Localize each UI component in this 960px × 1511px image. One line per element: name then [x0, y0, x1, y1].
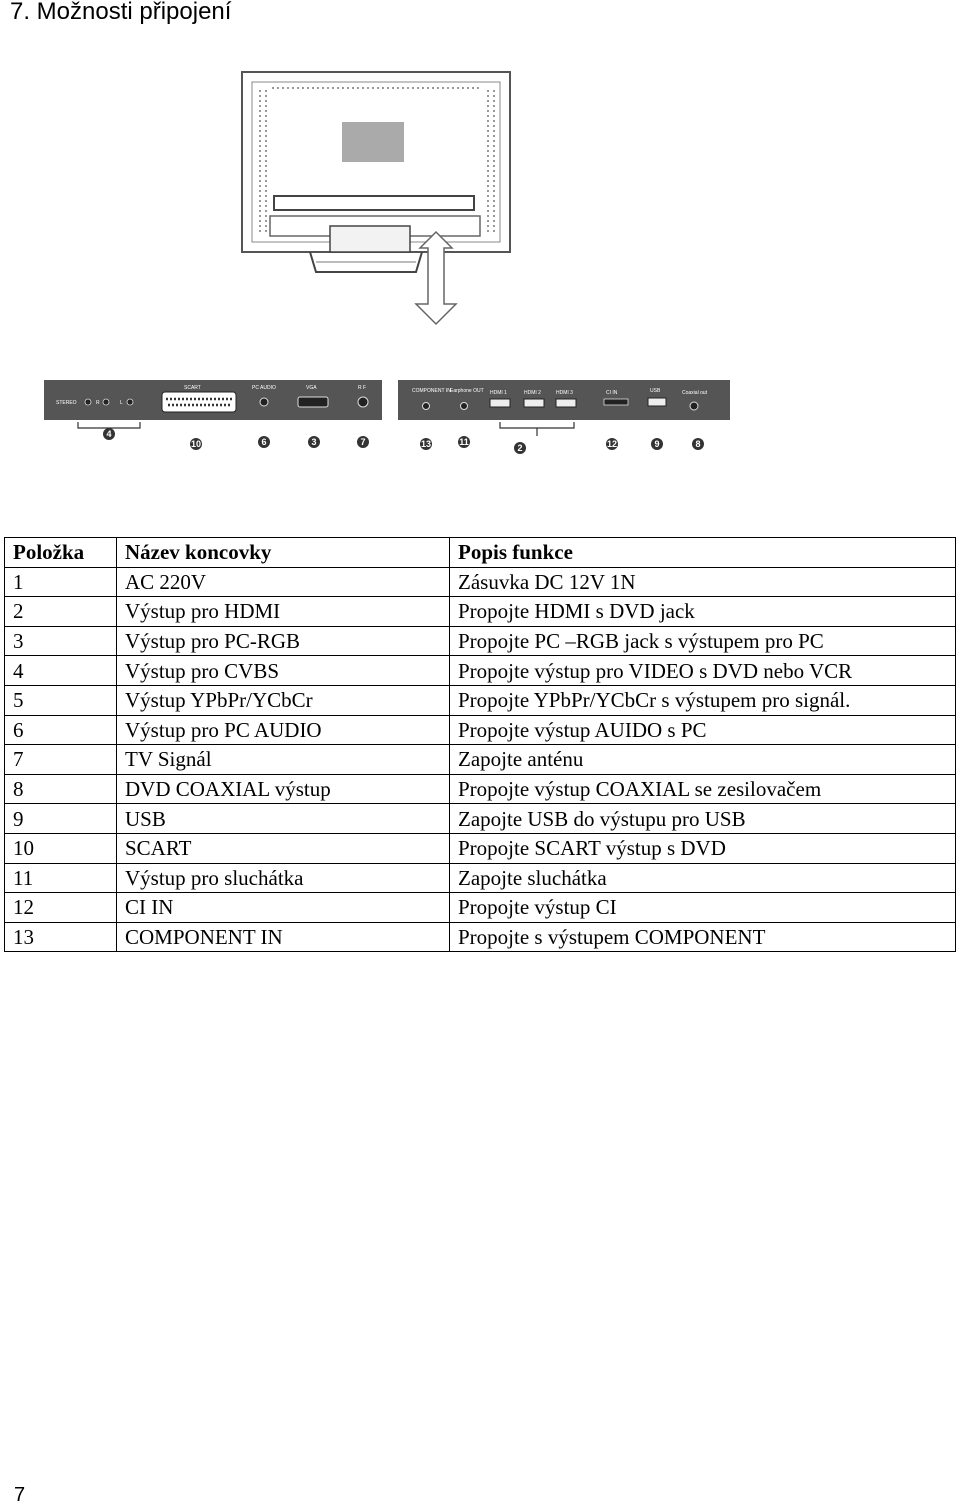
- item-cell: 3: [5, 626, 117, 656]
- table-row: [5, 597, 956, 627]
- callout-12: 12: [606, 439, 618, 449]
- table-row: [5, 863, 956, 893]
- name-cell: AC 220V: [117, 567, 450, 597]
- function-cell: Propojte s výstupem COMPONENT: [450, 922, 956, 952]
- section-heading: 7. Možnosti připojení: [10, 0, 232, 25]
- function-cell: Zapojte USB do výstupu pro USB: [450, 804, 956, 834]
- table-row: [5, 893, 956, 923]
- usb-label: USB: [650, 388, 661, 394]
- connectors-table: [4, 537, 956, 952]
- function-cell: Propojte výstup pro VIDEO s DVD nebo VCR: [450, 656, 956, 686]
- table-row: [5, 626, 956, 656]
- callout-9: 9: [654, 439, 660, 449]
- name-cell: Výstup pro HDMI: [117, 597, 450, 627]
- name-cell: CI IN: [117, 893, 450, 923]
- function-cell: Zapojte anténu: [450, 745, 956, 775]
- table-row: [5, 774, 956, 804]
- item-cell: 13: [5, 922, 117, 952]
- name-cell: COMPONENT IN: [117, 922, 450, 952]
- item-cell: 7: [5, 745, 117, 775]
- rf-label: R F: [358, 385, 367, 391]
- item-cell: 9: [5, 804, 117, 834]
- name-cell: DVD COAXIAL výstup: [117, 774, 450, 804]
- table-row: [5, 656, 956, 686]
- tv-rear-illustration: [230, 66, 530, 328]
- scart-label: SCART: [184, 385, 201, 391]
- table-row: [5, 685, 956, 715]
- item-cell: 5: [5, 685, 117, 715]
- item-cell: 6: [5, 715, 117, 745]
- table-row: [5, 715, 956, 745]
- coaxial-label: Coaxial out: [682, 390, 708, 396]
- name-cell: USB: [117, 804, 450, 834]
- callout-13: 13: [420, 439, 432, 449]
- hdmi3-label: HDMI 3: [556, 390, 573, 396]
- header-item: Položka: [5, 538, 117, 568]
- callout-2: 2: [517, 443, 523, 453]
- table-header-row: [5, 538, 956, 568]
- table-row: [5, 833, 956, 863]
- name-cell: Výstup pro PC AUDIO: [117, 715, 450, 745]
- function-cell: Propojte PC –RGB jack s výstupem pro PC: [450, 626, 956, 656]
- hdmi2-label: HDMI 2: [524, 390, 541, 396]
- function-cell: Zapojte sluchátka: [450, 863, 956, 893]
- item-cell: 11: [5, 863, 117, 893]
- hdmi1-label: HDMI 1: [490, 390, 507, 396]
- function-cell: Propojte SCART výstup s DVD: [450, 833, 956, 863]
- connector-panel-illustration: [38, 372, 738, 458]
- r-label: R: [96, 400, 100, 406]
- table-row: [5, 745, 956, 775]
- l-label: L: [120, 400, 123, 406]
- function-cell: Zásuvka DC 12V 1N: [450, 567, 956, 597]
- callout-7: 7: [360, 437, 366, 447]
- name-cell: SCART: [117, 833, 450, 863]
- header-connector-name: Název koncovky: [117, 538, 450, 568]
- pc-audio-label: PC AUDIO: [252, 385, 276, 391]
- function-cell: Propojte výstup AUIDO s PC: [450, 715, 956, 745]
- name-cell: Výstup YPbPr/YCbCr: [117, 685, 450, 715]
- stereo-label: STEREO: [56, 400, 77, 406]
- function-cell: Propojte výstup CI: [450, 893, 956, 923]
- callout-4: 4: [106, 429, 112, 439]
- name-cell: Výstup pro PC-RGB: [117, 626, 450, 656]
- table-row: [5, 922, 956, 952]
- page-number: 7: [14, 1484, 26, 1506]
- component-label: COMPONENT IN: [412, 388, 451, 394]
- vga-label: VGA: [306, 385, 317, 391]
- item-cell: 1: [5, 567, 117, 597]
- item-cell: 2: [5, 597, 117, 627]
- function-cell: Propojte YPbPr/YCbCr s výstupem pro signál.: [450, 685, 956, 715]
- callout-3: 3: [311, 437, 317, 447]
- header-function: Popis funkce: [450, 538, 956, 568]
- callout-8: 8: [695, 439, 701, 449]
- item-cell: 4: [5, 656, 117, 686]
- callout-6: 6: [261, 437, 267, 447]
- item-cell: 8: [5, 774, 117, 804]
- name-cell: Výstup pro sluchátka: [117, 863, 450, 893]
- item-cell: 12: [5, 893, 117, 923]
- name-cell: Výstup pro CVBS: [117, 656, 450, 686]
- function-cell: Propojte výstup COAXIAL se zesilovačem: [450, 774, 956, 804]
- function-cell: Propojte HDMI s DVD jack: [450, 597, 956, 627]
- name-cell: TV Signál: [117, 745, 450, 775]
- ci-label: CI IN: [606, 390, 618, 396]
- callout-10: 10: [190, 439, 202, 449]
- table-row: [5, 804, 956, 834]
- item-cell: 10: [5, 833, 117, 863]
- table-row: [5, 567, 956, 597]
- callout-11: 11: [459, 437, 469, 447]
- earphone-label: Earphone OUT: [450, 388, 484, 394]
